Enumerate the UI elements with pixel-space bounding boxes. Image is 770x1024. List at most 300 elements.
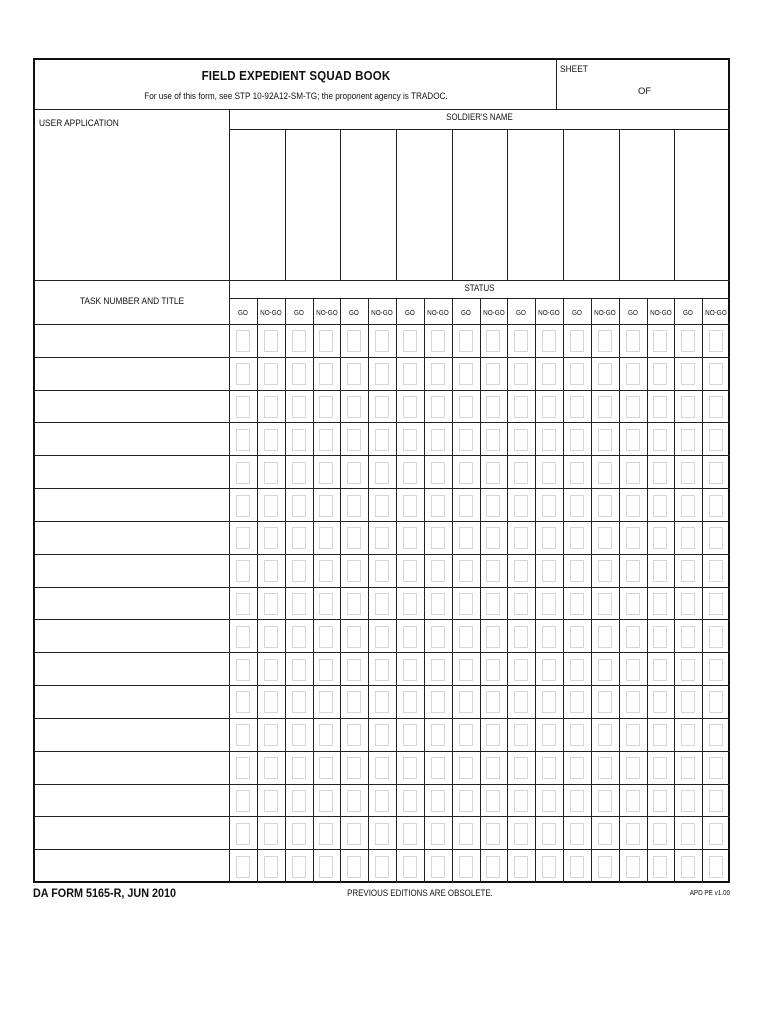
no-go-checkbox[interactable]	[542, 396, 556, 418]
go-checkbox[interactable]	[347, 593, 361, 615]
go-checkbox[interactable]	[347, 462, 361, 484]
no-go-checkbox[interactable]	[486, 560, 500, 582]
go-checkbox[interactable]	[292, 560, 306, 582]
no-go-checkbox[interactable]	[431, 527, 445, 549]
go-checkbox[interactable]	[403, 724, 417, 746]
go-checkbox[interactable]	[347, 790, 361, 812]
no-go-checkbox[interactable]	[653, 823, 667, 845]
go-checkbox[interactable]	[292, 330, 306, 352]
go-checkbox[interactable]	[459, 330, 473, 352]
soldier-name-field[interactable]	[229, 130, 285, 280]
no-go-checkbox[interactable]	[709, 856, 723, 878]
soldier-name-field[interactable]	[507, 130, 563, 280]
no-go-checkbox[interactable]	[598, 560, 612, 582]
no-go-checkbox[interactable]	[709, 724, 723, 746]
go-checkbox[interactable]	[514, 626, 528, 648]
no-go-checkbox[interactable]	[598, 429, 612, 451]
no-go-checkbox[interactable]	[431, 593, 445, 615]
no-go-checkbox[interactable]	[375, 691, 389, 713]
go-checkbox[interactable]	[570, 527, 584, 549]
go-checkbox[interactable]	[626, 495, 640, 517]
no-go-checkbox[interactable]	[431, 659, 445, 681]
go-checkbox[interactable]	[403, 462, 417, 484]
no-go-checkbox[interactable]	[542, 593, 556, 615]
no-go-checkbox[interactable]	[653, 856, 667, 878]
no-go-checkbox[interactable]	[319, 330, 333, 352]
go-checkbox[interactable]	[347, 396, 361, 418]
go-checkbox[interactable]	[626, 823, 640, 845]
no-go-checkbox[interactable]	[598, 724, 612, 746]
go-checkbox[interactable]	[403, 429, 417, 451]
go-checkbox[interactable]	[292, 396, 306, 418]
no-go-checkbox[interactable]	[375, 462, 389, 484]
go-checkbox[interactable]	[347, 330, 361, 352]
go-checkbox[interactable]	[626, 856, 640, 878]
soldier-name-field[interactable]	[396, 130, 452, 280]
go-checkbox[interactable]	[459, 790, 473, 812]
go-checkbox[interactable]	[570, 691, 584, 713]
go-checkbox[interactable]	[626, 363, 640, 385]
go-checkbox[interactable]	[681, 790, 695, 812]
task-number-title-field[interactable]	[35, 555, 229, 588]
no-go-checkbox[interactable]	[431, 757, 445, 779]
task-number-title-field[interactable]	[35, 456, 229, 489]
go-checkbox[interactable]	[403, 495, 417, 517]
no-go-checkbox[interactable]	[486, 691, 500, 713]
go-checkbox[interactable]	[626, 757, 640, 779]
no-go-checkbox[interactable]	[542, 560, 556, 582]
no-go-checkbox[interactable]	[431, 495, 445, 517]
go-checkbox[interactable]	[459, 659, 473, 681]
task-number-title-field[interactable]	[35, 785, 229, 818]
no-go-checkbox[interactable]	[598, 396, 612, 418]
no-go-checkbox[interactable]	[264, 462, 278, 484]
go-checkbox[interactable]	[236, 691, 250, 713]
no-go-checkbox[interactable]	[375, 560, 389, 582]
no-go-checkbox[interactable]	[486, 790, 500, 812]
go-checkbox[interactable]	[347, 757, 361, 779]
no-go-checkbox[interactable]	[319, 856, 333, 878]
go-checkbox[interactable]	[459, 363, 473, 385]
go-checkbox[interactable]	[626, 396, 640, 418]
task-number-title-field[interactable]	[35, 719, 229, 752]
go-checkbox[interactable]	[626, 790, 640, 812]
go-checkbox[interactable]	[236, 495, 250, 517]
no-go-checkbox[interactable]	[598, 593, 612, 615]
no-go-checkbox[interactable]	[709, 790, 723, 812]
go-checkbox[interactable]	[514, 527, 528, 549]
go-checkbox[interactable]	[459, 626, 473, 648]
no-go-checkbox[interactable]	[598, 626, 612, 648]
go-checkbox[interactable]	[403, 757, 417, 779]
go-checkbox[interactable]	[681, 757, 695, 779]
go-checkbox[interactable]	[681, 823, 695, 845]
task-number-title-field[interactable]	[35, 850, 229, 883]
go-checkbox[interactable]	[236, 626, 250, 648]
no-go-checkbox[interactable]	[542, 757, 556, 779]
no-go-checkbox[interactable]	[598, 823, 612, 845]
no-go-checkbox[interactable]	[709, 757, 723, 779]
no-go-checkbox[interactable]	[264, 757, 278, 779]
no-go-checkbox[interactable]	[653, 429, 667, 451]
no-go-checkbox[interactable]	[486, 527, 500, 549]
go-checkbox[interactable]	[514, 823, 528, 845]
no-go-checkbox[interactable]	[375, 856, 389, 878]
no-go-checkbox[interactable]	[264, 429, 278, 451]
no-go-checkbox[interactable]	[486, 495, 500, 517]
go-checkbox[interactable]	[514, 856, 528, 878]
go-checkbox[interactable]	[292, 659, 306, 681]
go-checkbox[interactable]	[514, 560, 528, 582]
task-number-title-field[interactable]	[35, 325, 229, 358]
go-checkbox[interactable]	[570, 363, 584, 385]
go-checkbox[interactable]	[347, 527, 361, 549]
go-checkbox[interactable]	[236, 593, 250, 615]
go-checkbox[interactable]	[681, 330, 695, 352]
go-checkbox[interactable]	[459, 396, 473, 418]
go-checkbox[interactable]	[626, 462, 640, 484]
go-checkbox[interactable]	[347, 856, 361, 878]
go-checkbox[interactable]	[236, 823, 250, 845]
go-checkbox[interactable]	[347, 691, 361, 713]
no-go-checkbox[interactable]	[653, 659, 667, 681]
go-checkbox[interactable]	[570, 429, 584, 451]
soldier-name-field[interactable]	[674, 130, 730, 280]
go-checkbox[interactable]	[626, 560, 640, 582]
go-checkbox[interactable]	[459, 429, 473, 451]
go-checkbox[interactable]	[626, 593, 640, 615]
go-checkbox[interactable]	[403, 823, 417, 845]
no-go-checkbox[interactable]	[264, 856, 278, 878]
no-go-checkbox[interactable]	[598, 856, 612, 878]
go-checkbox[interactable]	[570, 593, 584, 615]
no-go-checkbox[interactable]	[542, 823, 556, 845]
no-go-checkbox[interactable]	[653, 593, 667, 615]
no-go-checkbox[interactable]	[264, 396, 278, 418]
no-go-checkbox[interactable]	[319, 724, 333, 746]
go-checkbox[interactable]	[514, 396, 528, 418]
no-go-checkbox[interactable]	[542, 659, 556, 681]
no-go-checkbox[interactable]	[431, 856, 445, 878]
go-checkbox[interactable]	[514, 691, 528, 713]
no-go-checkbox[interactable]	[431, 429, 445, 451]
no-go-checkbox[interactable]	[431, 691, 445, 713]
no-go-checkbox[interactable]	[653, 757, 667, 779]
task-number-title-field[interactable]	[35, 620, 229, 653]
no-go-checkbox[interactable]	[709, 429, 723, 451]
no-go-checkbox[interactable]	[598, 659, 612, 681]
no-go-checkbox[interactable]	[319, 593, 333, 615]
go-checkbox[interactable]	[570, 823, 584, 845]
go-checkbox[interactable]	[570, 856, 584, 878]
no-go-checkbox[interactable]	[319, 462, 333, 484]
no-go-checkbox[interactable]	[486, 363, 500, 385]
go-checkbox[interactable]	[459, 462, 473, 484]
no-go-checkbox[interactable]	[375, 823, 389, 845]
no-go-checkbox[interactable]	[542, 429, 556, 451]
no-go-checkbox[interactable]	[542, 495, 556, 517]
no-go-checkbox[interactable]	[319, 757, 333, 779]
no-go-checkbox[interactable]	[486, 330, 500, 352]
no-go-checkbox[interactable]	[431, 330, 445, 352]
no-go-checkbox[interactable]	[709, 626, 723, 648]
go-checkbox[interactable]	[681, 659, 695, 681]
no-go-checkbox[interactable]	[653, 691, 667, 713]
go-checkbox[interactable]	[681, 593, 695, 615]
go-checkbox[interactable]	[403, 626, 417, 648]
no-go-checkbox[interactable]	[542, 691, 556, 713]
no-go-checkbox[interactable]	[375, 757, 389, 779]
go-checkbox[interactable]	[292, 626, 306, 648]
no-go-checkbox[interactable]	[709, 462, 723, 484]
go-checkbox[interactable]	[570, 495, 584, 517]
go-checkbox[interactable]	[347, 823, 361, 845]
no-go-checkbox[interactable]	[598, 495, 612, 517]
go-checkbox[interactable]	[514, 462, 528, 484]
no-go-checkbox[interactable]	[598, 462, 612, 484]
go-checkbox[interactable]	[347, 363, 361, 385]
task-number-title-field[interactable]	[35, 489, 229, 522]
no-go-checkbox[interactable]	[431, 363, 445, 385]
no-go-checkbox[interactable]	[319, 363, 333, 385]
task-number-title-field[interactable]	[35, 522, 229, 555]
no-go-checkbox[interactable]	[709, 691, 723, 713]
no-go-checkbox[interactable]	[709, 527, 723, 549]
go-checkbox[interactable]	[403, 330, 417, 352]
no-go-checkbox[interactable]	[431, 462, 445, 484]
no-go-checkbox[interactable]	[598, 790, 612, 812]
no-go-checkbox[interactable]	[709, 363, 723, 385]
go-checkbox[interactable]	[236, 462, 250, 484]
no-go-checkbox[interactable]	[598, 330, 612, 352]
no-go-checkbox[interactable]	[542, 363, 556, 385]
no-go-checkbox[interactable]	[375, 527, 389, 549]
task-number-title-field[interactable]	[35, 752, 229, 785]
no-go-checkbox[interactable]	[653, 363, 667, 385]
no-go-checkbox[interactable]	[598, 363, 612, 385]
no-go-checkbox[interactable]	[542, 856, 556, 878]
go-checkbox[interactable]	[681, 856, 695, 878]
no-go-checkbox[interactable]	[486, 462, 500, 484]
no-go-checkbox[interactable]	[375, 724, 389, 746]
no-go-checkbox[interactable]	[598, 527, 612, 549]
go-checkbox[interactable]	[236, 396, 250, 418]
go-checkbox[interactable]	[292, 724, 306, 746]
go-checkbox[interactable]	[236, 856, 250, 878]
go-checkbox[interactable]	[681, 527, 695, 549]
go-checkbox[interactable]	[514, 363, 528, 385]
no-go-checkbox[interactable]	[486, 856, 500, 878]
go-checkbox[interactable]	[292, 363, 306, 385]
go-checkbox[interactable]	[403, 396, 417, 418]
go-checkbox[interactable]	[626, 724, 640, 746]
no-go-checkbox[interactable]	[542, 790, 556, 812]
go-checkbox[interactable]	[236, 330, 250, 352]
no-go-checkbox[interactable]	[709, 396, 723, 418]
go-checkbox[interactable]	[236, 724, 250, 746]
no-go-checkbox[interactable]	[375, 626, 389, 648]
go-checkbox[interactable]	[292, 495, 306, 517]
go-checkbox[interactable]	[681, 495, 695, 517]
no-go-checkbox[interactable]	[709, 495, 723, 517]
no-go-checkbox[interactable]	[486, 724, 500, 746]
no-go-checkbox[interactable]	[431, 396, 445, 418]
go-checkbox[interactable]	[681, 626, 695, 648]
go-checkbox[interactable]	[347, 560, 361, 582]
go-checkbox[interactable]	[459, 724, 473, 746]
go-checkbox[interactable]	[403, 527, 417, 549]
go-checkbox[interactable]	[292, 790, 306, 812]
go-checkbox[interactable]	[292, 593, 306, 615]
no-go-checkbox[interactable]	[375, 593, 389, 615]
go-checkbox[interactable]	[403, 560, 417, 582]
go-checkbox[interactable]	[626, 330, 640, 352]
go-checkbox[interactable]	[403, 593, 417, 615]
go-checkbox[interactable]	[570, 396, 584, 418]
no-go-checkbox[interactable]	[319, 659, 333, 681]
no-go-checkbox[interactable]	[264, 593, 278, 615]
go-checkbox[interactable]	[236, 757, 250, 779]
no-go-checkbox[interactable]	[653, 330, 667, 352]
go-checkbox[interactable]	[514, 330, 528, 352]
go-checkbox[interactable]	[681, 429, 695, 451]
go-checkbox[interactable]	[292, 757, 306, 779]
task-number-title-field[interactable]	[35, 686, 229, 719]
no-go-checkbox[interactable]	[653, 495, 667, 517]
go-checkbox[interactable]	[236, 527, 250, 549]
go-checkbox[interactable]	[459, 757, 473, 779]
no-go-checkbox[interactable]	[542, 527, 556, 549]
task-number-title-field[interactable]	[35, 358, 229, 391]
go-checkbox[interactable]	[403, 363, 417, 385]
go-checkbox[interactable]	[626, 527, 640, 549]
go-checkbox[interactable]	[570, 626, 584, 648]
soldier-name-field[interactable]	[452, 130, 508, 280]
go-checkbox[interactable]	[681, 724, 695, 746]
no-go-checkbox[interactable]	[431, 823, 445, 845]
go-checkbox[interactable]	[570, 659, 584, 681]
no-go-checkbox[interactable]	[264, 495, 278, 517]
go-checkbox[interactable]	[514, 757, 528, 779]
no-go-checkbox[interactable]	[375, 330, 389, 352]
go-checkbox[interactable]	[626, 691, 640, 713]
soldier-name-field[interactable]	[563, 130, 619, 280]
no-go-checkbox[interactable]	[486, 429, 500, 451]
no-go-checkbox[interactable]	[709, 659, 723, 681]
go-checkbox[interactable]	[236, 363, 250, 385]
go-checkbox[interactable]	[292, 691, 306, 713]
go-checkbox[interactable]	[626, 626, 640, 648]
task-number-title-field[interactable]	[35, 817, 229, 850]
go-checkbox[interactable]	[236, 790, 250, 812]
go-checkbox[interactable]	[403, 856, 417, 878]
go-checkbox[interactable]	[292, 527, 306, 549]
go-checkbox[interactable]	[570, 724, 584, 746]
soldier-name-field[interactable]	[619, 130, 675, 280]
go-checkbox[interactable]	[292, 429, 306, 451]
go-checkbox[interactable]	[292, 856, 306, 878]
no-go-checkbox[interactable]	[598, 757, 612, 779]
no-go-checkbox[interactable]	[319, 527, 333, 549]
no-go-checkbox[interactable]	[486, 659, 500, 681]
no-go-checkbox[interactable]	[431, 626, 445, 648]
go-checkbox[interactable]	[347, 429, 361, 451]
no-go-checkbox[interactable]	[375, 429, 389, 451]
no-go-checkbox[interactable]	[264, 823, 278, 845]
go-checkbox[interactable]	[347, 724, 361, 746]
no-go-checkbox[interactable]	[319, 560, 333, 582]
no-go-checkbox[interactable]	[264, 724, 278, 746]
go-checkbox[interactable]	[347, 495, 361, 517]
go-checkbox[interactable]	[459, 823, 473, 845]
no-go-checkbox[interactable]	[653, 396, 667, 418]
go-checkbox[interactable]	[570, 462, 584, 484]
go-checkbox[interactable]	[459, 691, 473, 713]
go-checkbox[interactable]	[570, 330, 584, 352]
no-go-checkbox[interactable]	[264, 330, 278, 352]
no-go-checkbox[interactable]	[319, 626, 333, 648]
go-checkbox[interactable]	[570, 560, 584, 582]
go-checkbox[interactable]	[514, 790, 528, 812]
no-go-checkbox[interactable]	[375, 396, 389, 418]
no-go-checkbox[interactable]	[486, 757, 500, 779]
task-number-title-field[interactable]	[35, 423, 229, 456]
go-checkbox[interactable]	[681, 691, 695, 713]
no-go-checkbox[interactable]	[486, 396, 500, 418]
go-checkbox[interactable]	[626, 659, 640, 681]
go-checkbox[interactable]	[292, 823, 306, 845]
go-checkbox[interactable]	[403, 691, 417, 713]
go-checkbox[interactable]	[514, 593, 528, 615]
soldier-name-field[interactable]	[285, 130, 341, 280]
no-go-checkbox[interactable]	[709, 593, 723, 615]
go-checkbox[interactable]	[681, 396, 695, 418]
no-go-checkbox[interactable]	[431, 724, 445, 746]
go-checkbox[interactable]	[626, 429, 640, 451]
no-go-checkbox[interactable]	[375, 659, 389, 681]
no-go-checkbox[interactable]	[653, 560, 667, 582]
go-checkbox[interactable]	[347, 659, 361, 681]
no-go-checkbox[interactable]	[319, 823, 333, 845]
no-go-checkbox[interactable]	[486, 593, 500, 615]
go-checkbox[interactable]	[514, 429, 528, 451]
task-number-title-field[interactable]	[35, 588, 229, 621]
no-go-checkbox[interactable]	[319, 495, 333, 517]
no-go-checkbox[interactable]	[709, 330, 723, 352]
go-checkbox[interactable]	[236, 659, 250, 681]
go-checkbox[interactable]	[236, 429, 250, 451]
soldier-name-field[interactable]	[340, 130, 396, 280]
go-checkbox[interactable]	[681, 363, 695, 385]
task-number-title-field[interactable]	[35, 653, 229, 686]
no-go-checkbox[interactable]	[653, 724, 667, 746]
no-go-checkbox[interactable]	[319, 429, 333, 451]
task-number-title-field[interactable]	[35, 391, 229, 424]
no-go-checkbox[interactable]	[319, 396, 333, 418]
go-checkbox[interactable]	[514, 724, 528, 746]
go-checkbox[interactable]	[347, 626, 361, 648]
no-go-checkbox[interactable]	[542, 724, 556, 746]
no-go-checkbox[interactable]	[375, 790, 389, 812]
no-go-checkbox[interactable]	[653, 527, 667, 549]
no-go-checkbox[interactable]	[375, 363, 389, 385]
no-go-checkbox[interactable]	[709, 823, 723, 845]
go-checkbox[interactable]	[459, 593, 473, 615]
go-checkbox[interactable]	[459, 856, 473, 878]
no-go-checkbox[interactable]	[375, 495, 389, 517]
no-go-checkbox[interactable]	[653, 626, 667, 648]
no-go-checkbox[interactable]	[598, 691, 612, 713]
